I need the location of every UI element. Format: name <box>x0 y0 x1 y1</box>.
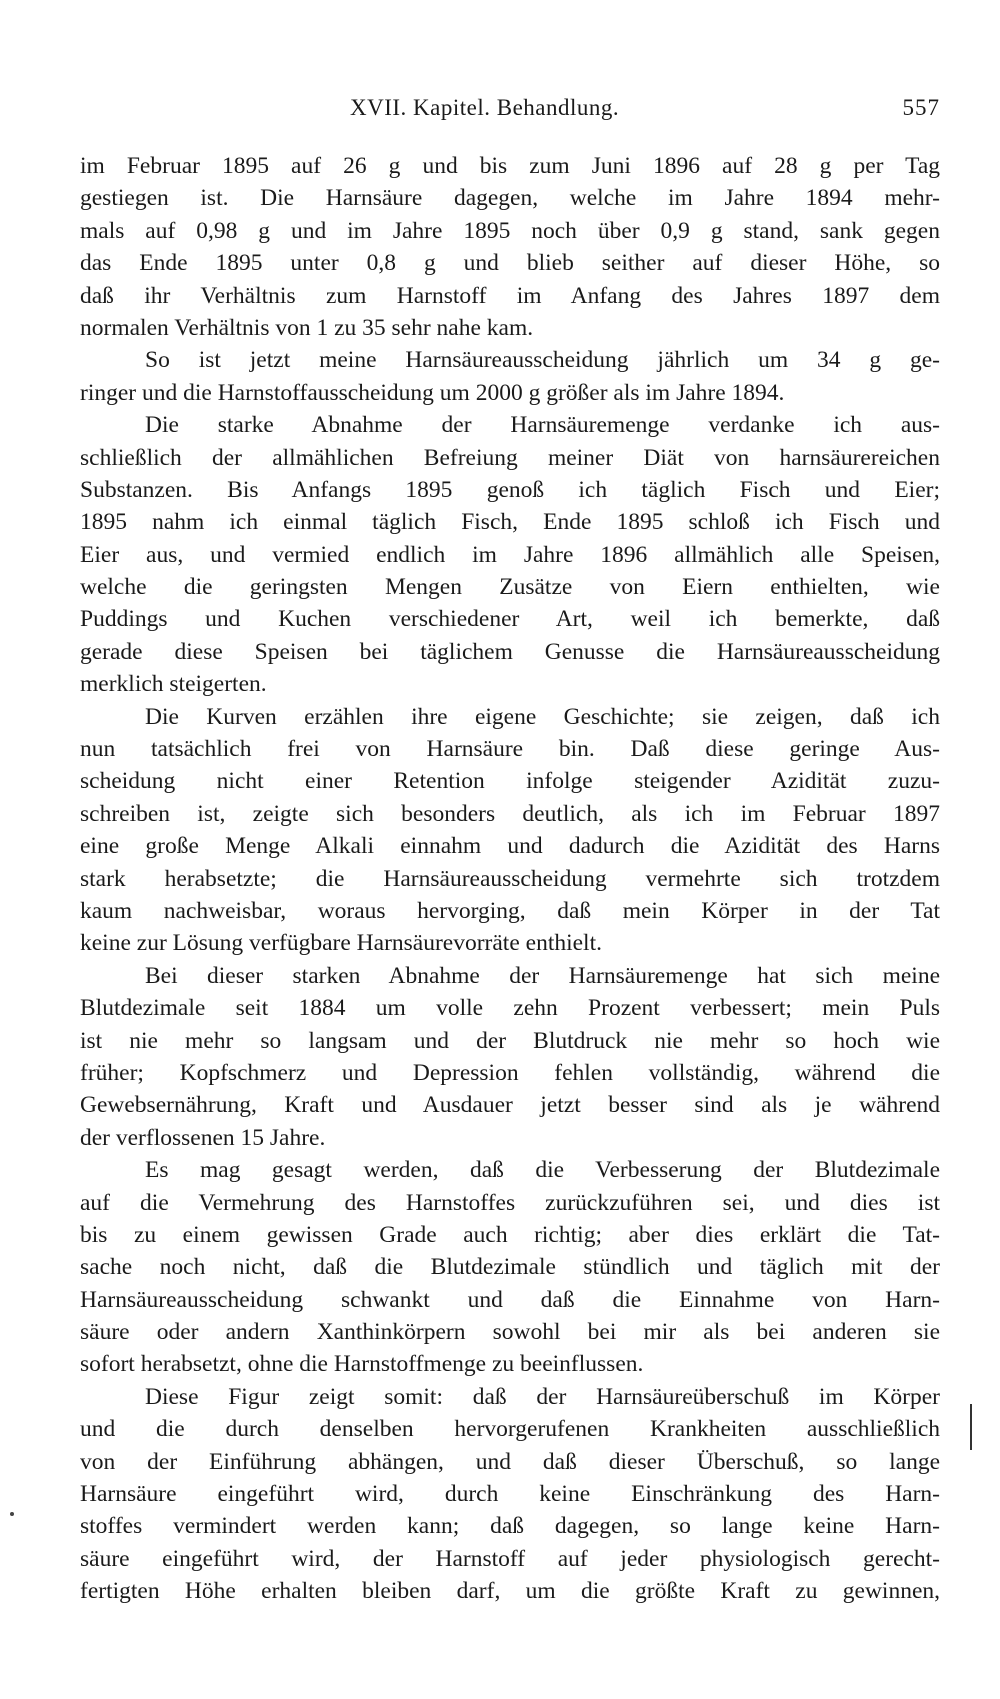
running-header <box>80 95 940 129</box>
paragraph <box>80 1381 940 1608</box>
text-line: Es mag gesagt werden, daß die Verbesserung der Blutdezimale <box>145 1157 940 1184</box>
text-line: fertigten Höhe erhalten bleiben darf, um die größte Kraft zu gewinnen, <box>80 1578 940 1605</box>
page-number: 557 <box>902 95 940 120</box>
text-line: der verflossenen 15 Jahre. <box>80 1124 326 1151</box>
text-line: sofort herabsetzt, ohne die Harnstoffmenge zu beeinflussen. <box>80 1351 644 1378</box>
text-line: säure eingeführt wird, der Harnstoff auf jeder physiologisch gerecht- <box>80 1545 940 1572</box>
text-line: kaum nachweisbar, woraus hervorging, daß mein Körper in der Tat <box>80 897 940 924</box>
text-line: welche die geringsten Mengen Zusätze von Eiern enthielten, wie <box>80 574 940 601</box>
text-line: Eier aus, und vermied endlich im Jahre 1896 allmählich alle Speisen, <box>80 541 940 568</box>
paragraph <box>80 960 940 1154</box>
text-line: Die Kurven erzählen ihre eigene Geschichte; sie zeigen, daß ich <box>145 703 940 730</box>
text-line: schreiben ist, zeigte sich besonders deutlich, als ich im Februar 1897 <box>80 800 940 827</box>
text-line: ist nie mehr so langsam und der Blutdruck nie mehr so hoch wie <box>80 1027 940 1054</box>
text-line: 1895 nahm ich einmal täglich Fisch, Ende 1895 schloß ich Fisch und <box>80 509 940 536</box>
text-line: gestiegen ist. Die Harnsäure dagegen, welche im Jahre 1894 mehr- <box>80 185 940 212</box>
paragraph <box>80 1154 940 1381</box>
text-line: Harnsäureausscheidung schwankt und daß die Einnahme von Harn- <box>80 1286 940 1313</box>
text-line: Bei dieser starken Abnahme der Harnsäuremenge hat sich meine <box>145 962 940 989</box>
paragraph <box>80 701 940 960</box>
text-line: normalen Verhältnis von 1 zu 35 sehr nahe kam. <box>80 314 534 341</box>
text-line: Substanzen. Bis Anfangs 1895 genoß ich täglich Fisch und Eier; <box>80 476 940 503</box>
text-line: Puddings und Kuchen verschiedener Art, weil ich bemerkte, daß <box>80 606 940 633</box>
text-line: So ist jetzt meine Harnsäureausscheidung jährlich um 34 g ge- <box>145 347 940 374</box>
text-line: keine zur Lösung verfügbare Harnsäurevorräte enthielt. <box>80 930 602 957</box>
chapter-title: XVII. Kapitel. Behandlung. <box>350 95 620 120</box>
text-line: ringer und die Harnstoffausscheidung um 2000 g größer als im Jahre 1894. <box>80 379 785 406</box>
body-text <box>80 150 940 1608</box>
text-line: schließlich der allmählichen Befreiung meiner Diät von harnsäurereichen <box>80 444 940 471</box>
text-line: im Februar 1895 auf 26 g und bis zum Juni 1896 auf 28 g per Tag <box>80 153 940 179</box>
text-line: Die starke Abnahme der Harnsäuremenge verdanke ich aus- <box>145 412 940 439</box>
paragraph <box>80 344 940 409</box>
margin-dot <box>10 1512 14 1516</box>
text-line: Blutdezimale seit 1884 um volle zehn Prozent verbessert; mein Puls <box>80 995 940 1022</box>
paragraph <box>80 150 940 344</box>
text-line: von der Einführung abhängen, und daß dieser Überschuß, so lange <box>80 1448 940 1475</box>
text-line: daß ihr Verhältnis zum Harnstoff im Anfang des Jahres 1897 dem <box>80 282 940 309</box>
text-line: und die durch denselben hervorgerufenen Krankheiten ausschließlich <box>80 1416 940 1443</box>
text-line: stoffes vermindert werden kann; daß dagegen, so lange keine Harn- <box>80 1513 940 1540</box>
text-line: bis zu einem gewissen Grade auch richtig; aber dies erklärt die Tat- <box>80 1221 940 1248</box>
text-line: stark herabsetzte; die Harnsäureausscheidung vermehrte sich trotzdem <box>80 865 940 892</box>
margin-mark <box>970 1404 972 1450</box>
text-line: eine große Menge Alkali einnahm und dadurch die Azidität des Harns <box>80 833 940 860</box>
text-line: scheidung nicht einer Retention infolge steigender Azidität zuzu- <box>80 768 940 795</box>
text-line: nun tatsächlich frei von Harnsäure bin. Daß diese geringe Aus- <box>80 736 940 763</box>
text-line: das Ende 1895 unter 0,8 g und blieb seither auf dieser Höhe, so <box>80 250 940 277</box>
text-line: sache noch nicht, daß die Blutdezimale stündlich und täglich mit der <box>80 1254 940 1281</box>
text-line: gerade diese Speisen bei täglichem Genusse die Harnsäureausscheidung <box>80 638 940 665</box>
text-line: Diese Figur zeigt somit: daß der Harnsäureüberschuß im Körper <box>145 1383 940 1410</box>
text-line: Gewebsernährung, Kraft und Ausdauer jetzt besser sind als je während <box>80 1092 940 1119</box>
text-line: auf die Vermehrung des Harnstoffes zurückzuführen sei, und dies ist <box>80 1189 940 1216</box>
text-line: früher; Kopfschmerz und Depression fehlen vollständig, während die <box>80 1059 940 1086</box>
text-line: säure oder andern Xanthinkörpern sowohl bei mir als bei anderen sie <box>80 1319 940 1346</box>
text-line: merklich steigerten. <box>80 671 267 698</box>
text-line: mals auf 0,98 g und im Jahre 1895 noch über 0,9 g stand, sank gegen <box>80 217 940 244</box>
text-line: Harnsäure eingeführt wird, durch keine Einschränkung des Harn- <box>80 1481 940 1508</box>
paragraph <box>80 409 940 701</box>
